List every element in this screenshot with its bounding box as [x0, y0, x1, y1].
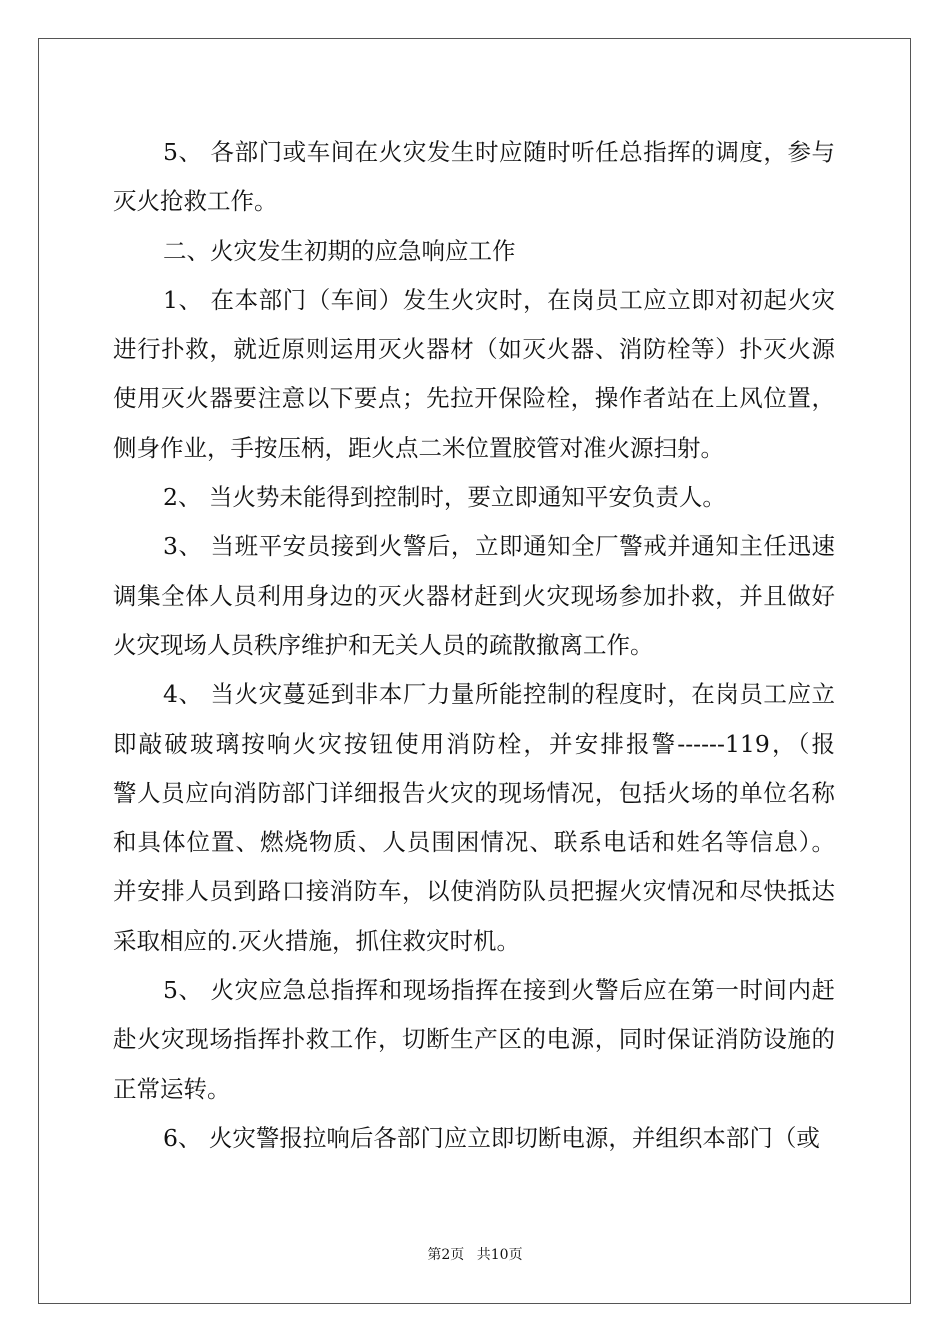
paragraph [113, 276, 835, 473]
paragraph [113, 227, 835, 276]
text-line: 火灾现场人员秩序维护和无关人员的疏散撤离工作。 [113, 630, 654, 659]
text-line: 灭火抢救工作。 [113, 187, 278, 216]
text-line: 和具体位置、燃烧物质、人员围困情况、联系电话和姓名等信息）。 [113, 828, 835, 857]
text-line: 赴火灾现场指挥扑救工作，切断生产区的电源，同时保证消防设施的 [113, 1025, 835, 1054]
paragraph [113, 966, 835, 1114]
page-number: 第2页 [427, 1247, 465, 1263]
text-line: 4、 当火灾蔓延到非本厂力量所能控制的程度时，在岗员工应立 [163, 680, 835, 709]
text-line: 2、 当火势未能得到控制时，要立即通知平安负责人。 [163, 483, 726, 512]
paragraph [113, 670, 835, 966]
text-line: 并安排人员到路口接消防车，以使消防队员把握火灾情况和尽快抵达 [113, 877, 835, 906]
text-line: 二、火灾发生初期的应急响应工作 [163, 236, 516, 265]
text-line: 即敲破玻璃按响火灾按钮使用消防栓，并安排报警------119，（报 [113, 729, 835, 758]
text-line: 6、 火灾警报拉响后各部门应立即切断电源，并组织本部门（或 [163, 1123, 820, 1152]
page-total: 共10页 [476, 1247, 523, 1263]
paragraph [113, 1114, 835, 1163]
paragraph [113, 473, 835, 522]
text-line: 侧身作业，手按压柄，距火点二米位置胶管对准火源扫射。 [113, 433, 724, 462]
text-line: 正常运转。 [113, 1074, 231, 1103]
text-line: 1、 在本部门（车间）发生火灾时，在岗员工应立即对初起火灾 [163, 285, 835, 314]
text-line: 采取相应的.灭火措施，抓住救灾时机。 [113, 926, 520, 955]
document-body [113, 128, 835, 1163]
text-line: 3、 当班平安员接到火警后，立即通知全厂警戒并通知主任迅速 [163, 532, 835, 561]
paragraph [113, 128, 835, 227]
paragraph [113, 522, 835, 670]
text-line: 5、 各部门或车间在火灾发生时应随时听任总指挥的调度，参与 [163, 138, 835, 166]
text-line: 调集全体人员利用身边的灭火器材赶到火灾现场参加扑救，并且做好 [113, 581, 835, 610]
text-line: 5、 火灾应急总指挥和现场指挥在接到火警后应在第一时间内赶 [163, 976, 835, 1005]
text-line: 进行扑救，就近原则运用灭火器材（如灭火器、消防栓等）扑灭火源 [113, 335, 835, 364]
text-line: 使用灭火器要注意以下要点；先拉开保险栓，操作者站在上风位置， [113, 384, 835, 413]
text-line: 警人员应向消防部门详细报告火灾的现场情况，包括火场的单位名称 [113, 778, 835, 807]
page-footer [0, 1244, 950, 1264]
